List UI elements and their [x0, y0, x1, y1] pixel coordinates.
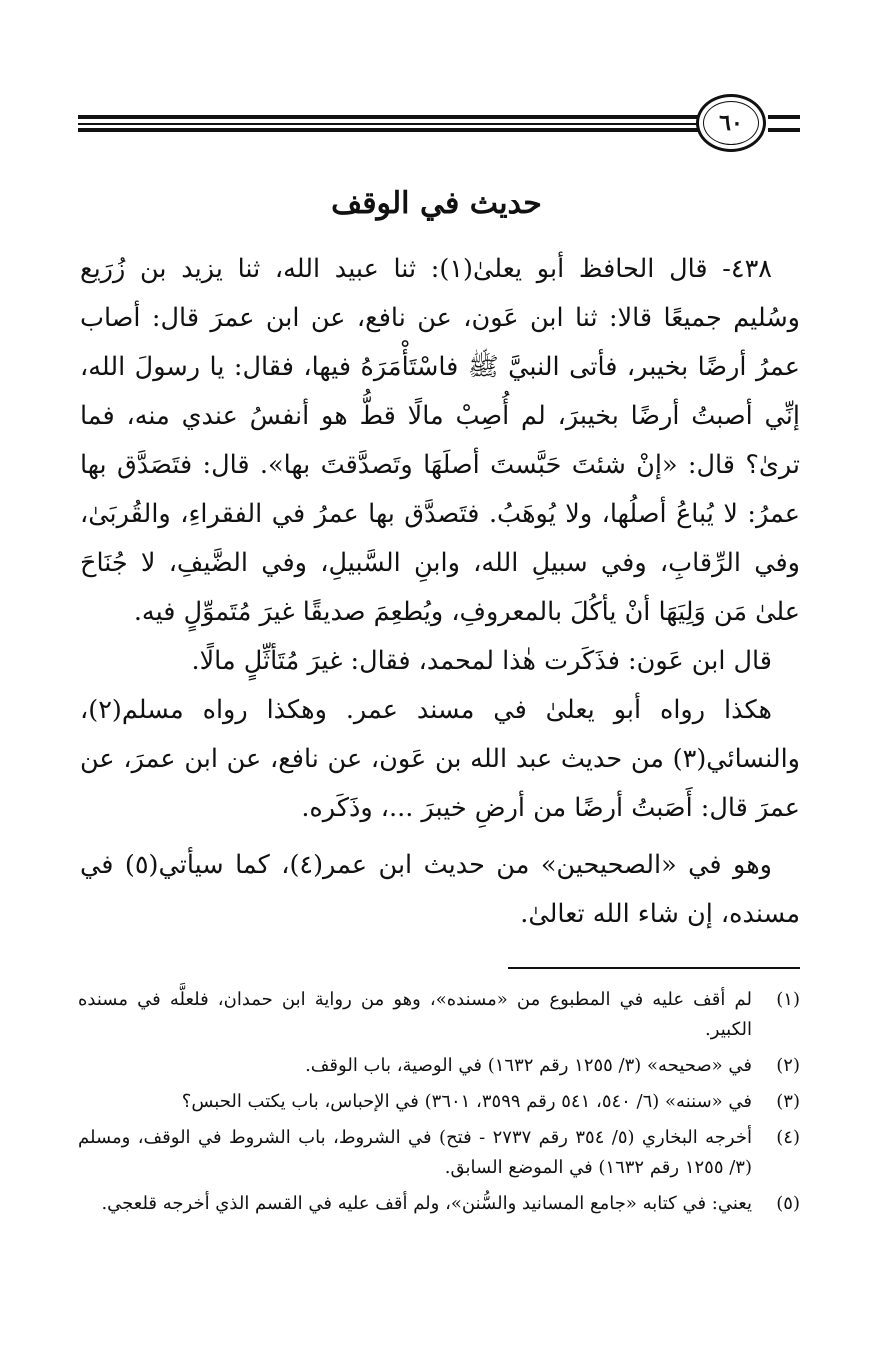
- footnote-text: في «سننه» (٦/ ٥٤٠، ٥٤١ رقم ٣٥٩٩، ٣٦٠١) في الإحباس، باب يكتب الحبس؟: [181, 1091, 752, 1112]
- page-number: ٦٠: [696, 94, 766, 152]
- footnote: [78, 1123, 800, 1183]
- footnote: [78, 1189, 800, 1219]
- hadith-paragraph: ٤٣٨- قال الحافظ أبو يعلىٰ(١): ثنا عبيد الله، ثنا يزيد بن زُرَيع وسُليم جميعًا قالا: ثنا ابن عَون، عن نافع، عن ابن عمرَ قال: أصاب عمرُ أرضًا بخيبر، فأتى النبيَّ ﷺ فاسْتَأْمَرَهُ فيها، فقال: يا رسولَ الله، إنِّي أصبتُ أرضًا بخيبرَ، لم أُصِبْ مالًا قطُّ هو أنفسُ عندي منه، فما ترىٰ؟ قال: «إنْ شئتَ حَبَّستَ أصلَهَا وتَصدَّقتَ بها». قال: فتَصَدَّق بها عمرُ: لا يُباعُ أصلُها، ولا يُوهَبُ. فتَصدَّق بها عمرُ في الفقراءِ، والقُربَىٰ، وفي الرِّقابِ، وفي سبيلِ الله، وابنِ السَّبيلِ، وفي الضَّيفِ، لا جُنَاحَ علىٰ مَن وَلِيَهَا أنْ يأكُلَ بالمعروفِ، ويُطعِمَ صديقًا غيرَ مُتَموِّلٍ فيه.: [80, 254, 800, 627]
- footnote-text: أخرجه البخاري (٥/ ٣٥٤ رقم ٢٧٣٧ - فتح) في الشروط، باب الشروط في الوقف، ومسلم (٣/ ١٢٥٥ رقم ١٦٣٢) في الموضع السابق.: [78, 1127, 752, 1178]
- header-rule: [78, 115, 700, 119]
- section-title: حديث في الوقف: [331, 186, 542, 221]
- footnote-text: يعني: في كتابه «جامع المسانيد والسُّنن»، ولم أقف عليه في القسم الذي أخرجه قلعجي.: [101, 1193, 752, 1214]
- main-text: [80, 245, 800, 939]
- header-rule: [78, 123, 700, 125]
- commentary-paragraph: قال ابن عَون: فذَكَرت هٰذا لمحمد، فقال: غيرَ مُتَأثِّلٍ مالًا.: [191, 646, 772, 676]
- footnote-number: (٥): [776, 1193, 800, 1214]
- footnote-number: (٢): [776, 1055, 800, 1076]
- footnote: [78, 985, 800, 1045]
- footnote-divider: [508, 967, 800, 969]
- footnote-number: (١): [776, 989, 800, 1010]
- footnote-number: (٣): [776, 1091, 800, 1112]
- header-rule: [78, 128, 700, 132]
- commentary-paragraph: وهو في «الصحيحين» من حديث ابن عمر(٤)، كما سيأتي(٥) في مسنده، إن شاء الله تعالىٰ.: [80, 850, 800, 929]
- footnote-text: لم أقف عليه في المطبوع من «مسنده»، وهو من رواية ابن حمدان، فلعلَّه في مسنده الكبير.: [78, 989, 752, 1040]
- header-rule: [768, 115, 800, 119]
- footnote-number: (٤): [776, 1127, 800, 1148]
- page-header: [78, 88, 800, 158]
- footnote: [78, 1051, 800, 1081]
- footnote-text: في «صحيحه» (٣/ ١٢٥٥ رقم ١٦٣٢) في الوصية، باب الوقف.: [305, 1055, 752, 1076]
- commentary-paragraph: هكذا رواه أبو يعلىٰ في مسند عمر. وهكذا رواه مسلم(٢)، والنسائي(٣) من حديث عبد الله بن عَون، عن نافع، عن ابن عمرَ، عن عمرَ قال: أَصَبتُ أرضًا من أرضِ خيبرَ ...، وذَكَره.: [80, 695, 800, 823]
- footnote: [78, 1087, 800, 1117]
- header-rule: [768, 128, 800, 132]
- footnotes: [78, 985, 800, 1225]
